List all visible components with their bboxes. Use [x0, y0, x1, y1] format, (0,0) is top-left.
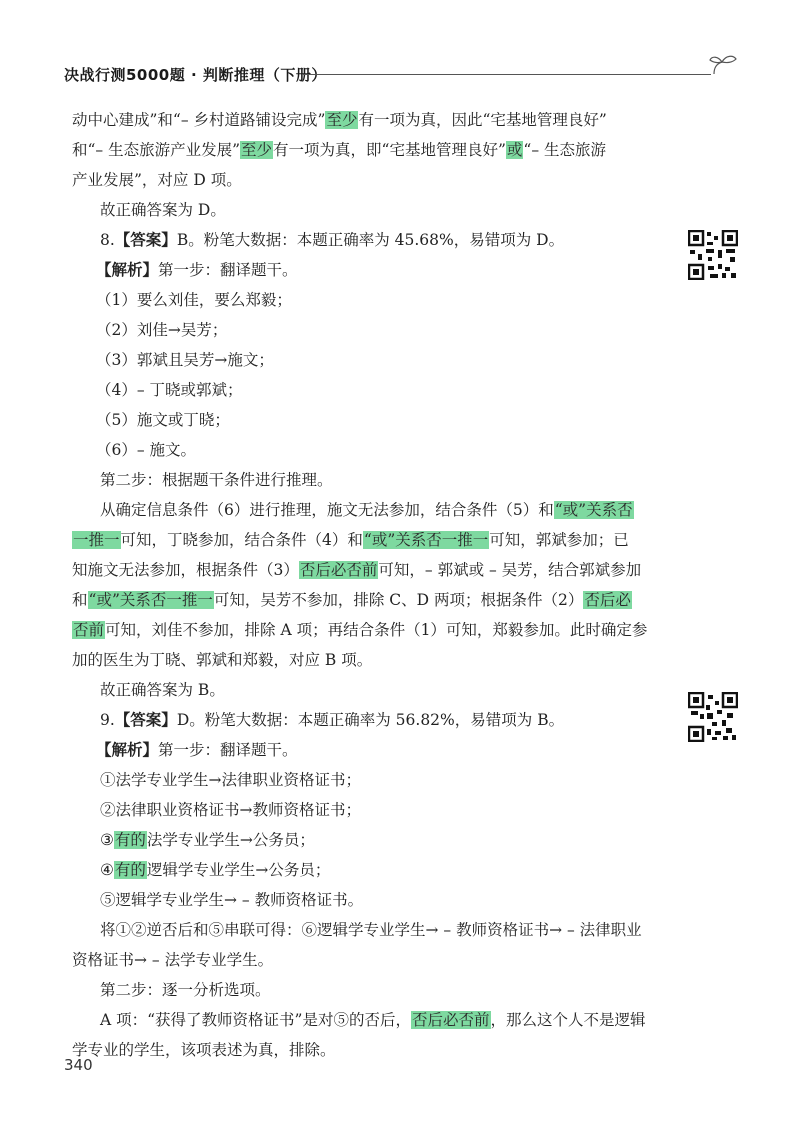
text-run: 动中心建成”和“– 乡村道路铺设完成”: [72, 111, 326, 129]
answer-conclusion: 故正确答案为 B。: [100, 681, 225, 699]
condition-line: ①法学专业学生→法律职业资格证书；: [100, 771, 361, 789]
text-run: 可知，郭斌参加；已: [489, 531, 629, 549]
condition-line: [100, 828, 315, 852]
text-line: 资格证书→ – 法学专业学生。: [72, 951, 274, 969]
text-line: [72, 588, 632, 612]
highlight-marker: 否前: [73, 621, 105, 639]
highlight-marker: “或”关系否一推一: [363, 531, 489, 549]
answer-conclusion: 故正确答案为 D。: [100, 201, 226, 219]
text-line: [72, 108, 607, 132]
question-8-answer: [100, 228, 564, 252]
highlight-marker: 有的: [114, 831, 146, 849]
page-header: [0, 52, 800, 92]
text-run: 第一步：翻译题干。: [158, 261, 298, 279]
text-line: 产业发展”，对应 D 项。: [72, 171, 242, 189]
highlight-marker: 否后必否前: [411, 1011, 490, 1029]
question-number: 9.: [100, 711, 115, 729]
page-number: 340: [64, 1056, 93, 1074]
text-run: 可知，刘佳不参加，排除 A 项；再结合条件（1）可知，郑毅参加。此时确定参: [105, 621, 648, 639]
highlight-marker: “或”关系否一推一: [88, 591, 213, 609]
qr-code-icon: [688, 230, 738, 280]
header-divider: [303, 74, 711, 75]
analysis-line: [96, 738, 298, 762]
analysis-label: 【解析】: [96, 261, 159, 279]
step-heading: 第二步：逐一分析选项。: [100, 981, 271, 999]
text-run: 第一步：翻译题干。: [158, 741, 298, 759]
text-line: [72, 558, 641, 582]
condition-line: ⑤逻辑学专业学生→ – 教师资格证书。: [100, 891, 364, 909]
highlight-marker: 一推一: [73, 531, 120, 549]
highlight-marker: “或”关系否: [554, 501, 633, 519]
text-run: ④: [100, 861, 114, 879]
text-line: 加的医生为丁晓、郭斌和郑毅，对应 B 项。: [72, 651, 373, 669]
text-run: 可知，吴芳不参加，排除 C、D 两项；根据条件（2）: [213, 591, 584, 609]
text-line: [100, 498, 634, 522]
highlight-marker: 否后必: [584, 591, 631, 609]
highlight-marker: 至少: [241, 141, 273, 159]
condition-line: （1）要么刘佳，要么郑毅；: [96, 291, 292, 309]
analysis-label: 【解析】: [96, 741, 159, 759]
answer-label: 【答案】: [114, 711, 177, 729]
text-run: 和: [72, 591, 88, 609]
text-line: [72, 138, 606, 162]
highlight-marker: 至少: [326, 111, 358, 129]
text-run: “– 生态旅游: [523, 141, 607, 159]
text-run: 有一项为真，因此“宅基地管理良好”: [358, 111, 607, 129]
question-9-answer: [100, 708, 564, 732]
text-line: [100, 1008, 646, 1032]
text-line: [72, 528, 629, 552]
condition-line: （4）– 丁晓或郭斌；: [96, 381, 243, 399]
text-run: 有一项为真，即“宅基地管理良好”: [273, 141, 506, 159]
highlight-marker: 否后必否前: [299, 561, 378, 579]
text-run: 可知，– 郭斌或 – 吴芳，结合郭斌参加: [378, 561, 642, 579]
question-number: 8.: [100, 231, 115, 249]
sprout-icon: [708, 52, 738, 78]
analysis-line: [96, 258, 298, 282]
text-run: D。粉笔大数据：本题正确率为 56.82%，易错项为 B。: [176, 711, 565, 729]
highlight-marker: 有的: [114, 861, 146, 879]
text-line: [72, 618, 647, 642]
condition-line: [100, 858, 330, 882]
highlight-marker: 或: [506, 141, 523, 159]
text-run: 逻辑学专业学生→公务员；: [146, 861, 331, 879]
answer-label: 【答案】: [114, 231, 177, 249]
condition-line: （2）刘佳→吴芳；: [96, 321, 228, 339]
text-run: B。粉笔大数据：本题正确率为 45.68%，易错项为 D。: [176, 231, 565, 249]
text-line: 学专业的学生，该项表述为真，排除。: [72, 1041, 336, 1059]
step-heading: 第二步：根据题干条件进行推理。: [100, 471, 333, 489]
text-run: 法学专业学生→公务员；: [146, 831, 315, 849]
text-line: 将①②逆否后和⑤串联可得：⑥逻辑学专业学生→ – 教师资格证书→ – 法律职业: [100, 921, 642, 939]
text-run: 可知，丁晓参加，结合条件（4）和: [120, 531, 363, 549]
condition-line: （3）郭斌且吴芳→施文；: [96, 351, 274, 369]
text-run: ，那么这个人不是逻辑: [490, 1011, 646, 1029]
condition-line: （6）– 施文。: [96, 441, 197, 459]
text-run: 和“– 生态旅游产业发展”: [72, 141, 241, 159]
condition-line: （5）施文或丁晓；: [96, 411, 230, 429]
book-title: 决战行测5000题 · 判断推理（下册）: [64, 66, 327, 84]
text-run: A 项：“获得了教师资格证书”是对⑤的否后，: [100, 1011, 411, 1029]
text-run: 知施文无法参加，根据条件（3）: [72, 561, 299, 579]
condition-line: ②法律职业资格证书→教师资格证书；: [100, 801, 361, 819]
qr-code-icon: [688, 692, 738, 742]
text-run: 从确定信息条件（6）进行推理，施文无法参加，结合条件（5）和: [100, 501, 554, 519]
text-run: ③: [100, 831, 114, 849]
